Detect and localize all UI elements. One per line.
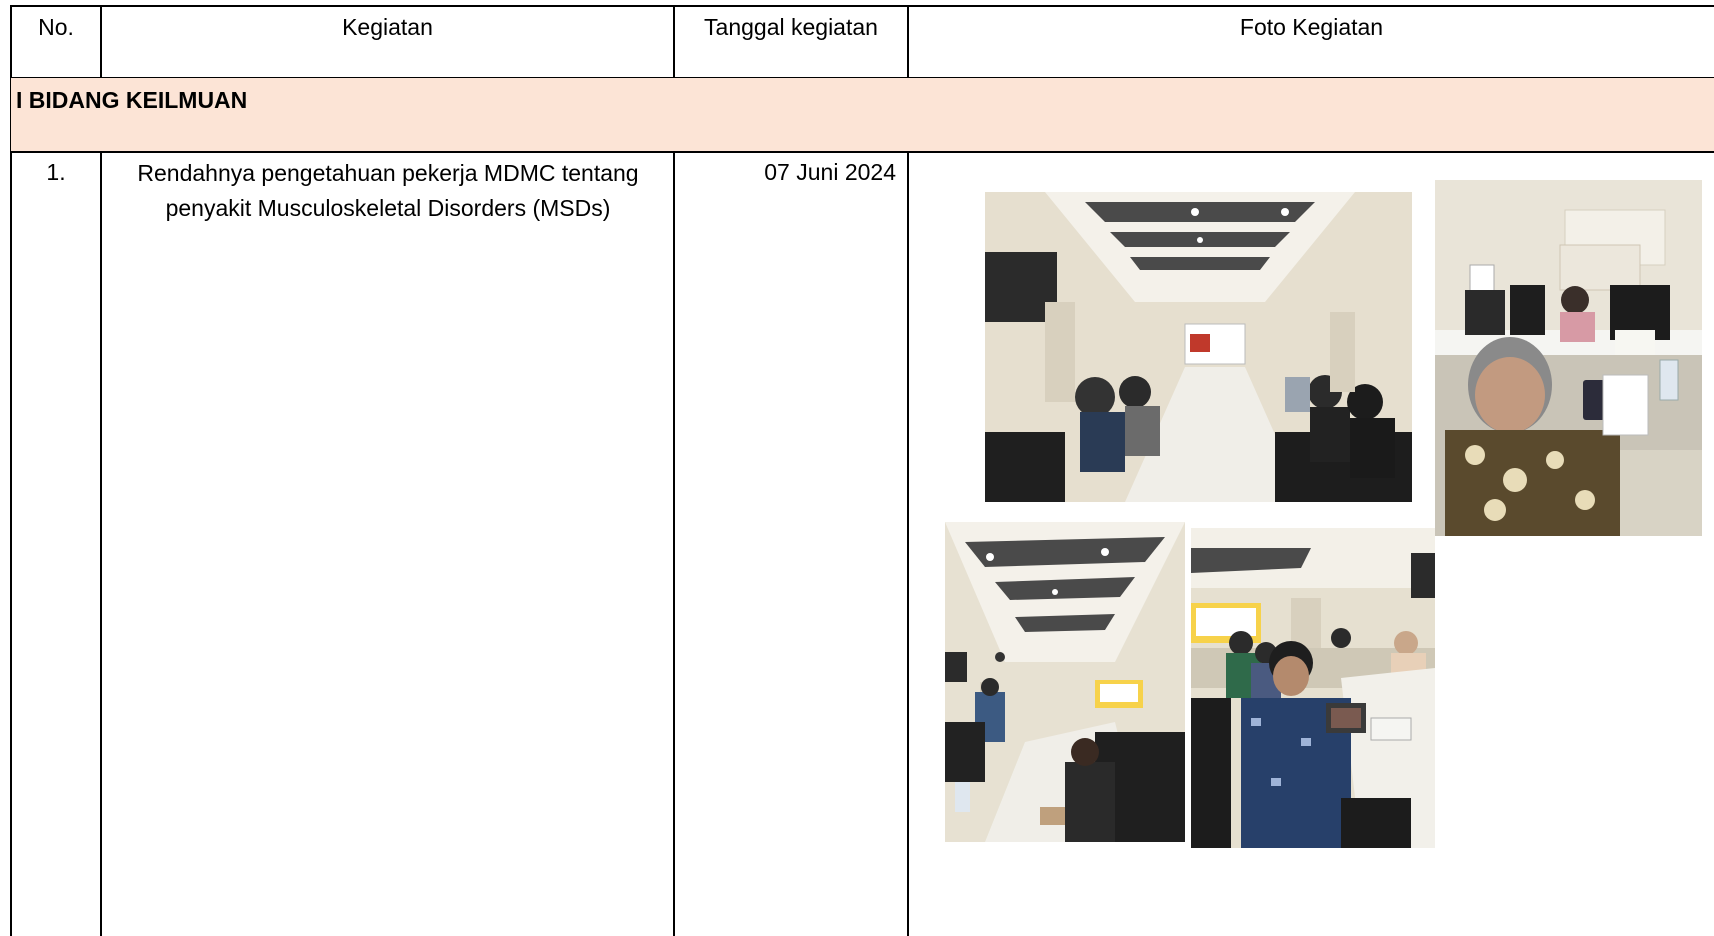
section-title: I BIDANG KEILMUAN [16,87,248,113]
col-divider-activity-row1 [673,151,675,936]
table-border-top [10,5,1714,7]
header-photo: Foto Kegiatan [1239,14,1384,40]
row-1-date: 07 Juni 2024 [764,159,896,185]
header-no: No. [38,14,74,40]
activity-photo-2 [1435,180,1702,536]
section-band [11,78,1714,151]
col-divider-no-row1 [100,151,102,936]
header-activity: Kegiatan [342,14,433,40]
activity-photo-4 [1191,528,1435,848]
header-date: Tanggal kegiatan [704,14,878,40]
activity-photo-3 [945,522,1185,842]
activity-photo-1 [985,192,1412,502]
col-divider-date-row1 [907,151,909,936]
row-1-activity: Rendahnya pengetahuan pekerja MDMC tentang penyakit Musculoskeletal Disorders (MSDs) [137,160,639,221]
section-row-divider [10,151,1714,153]
row-1-no: 1. [46,159,66,185]
